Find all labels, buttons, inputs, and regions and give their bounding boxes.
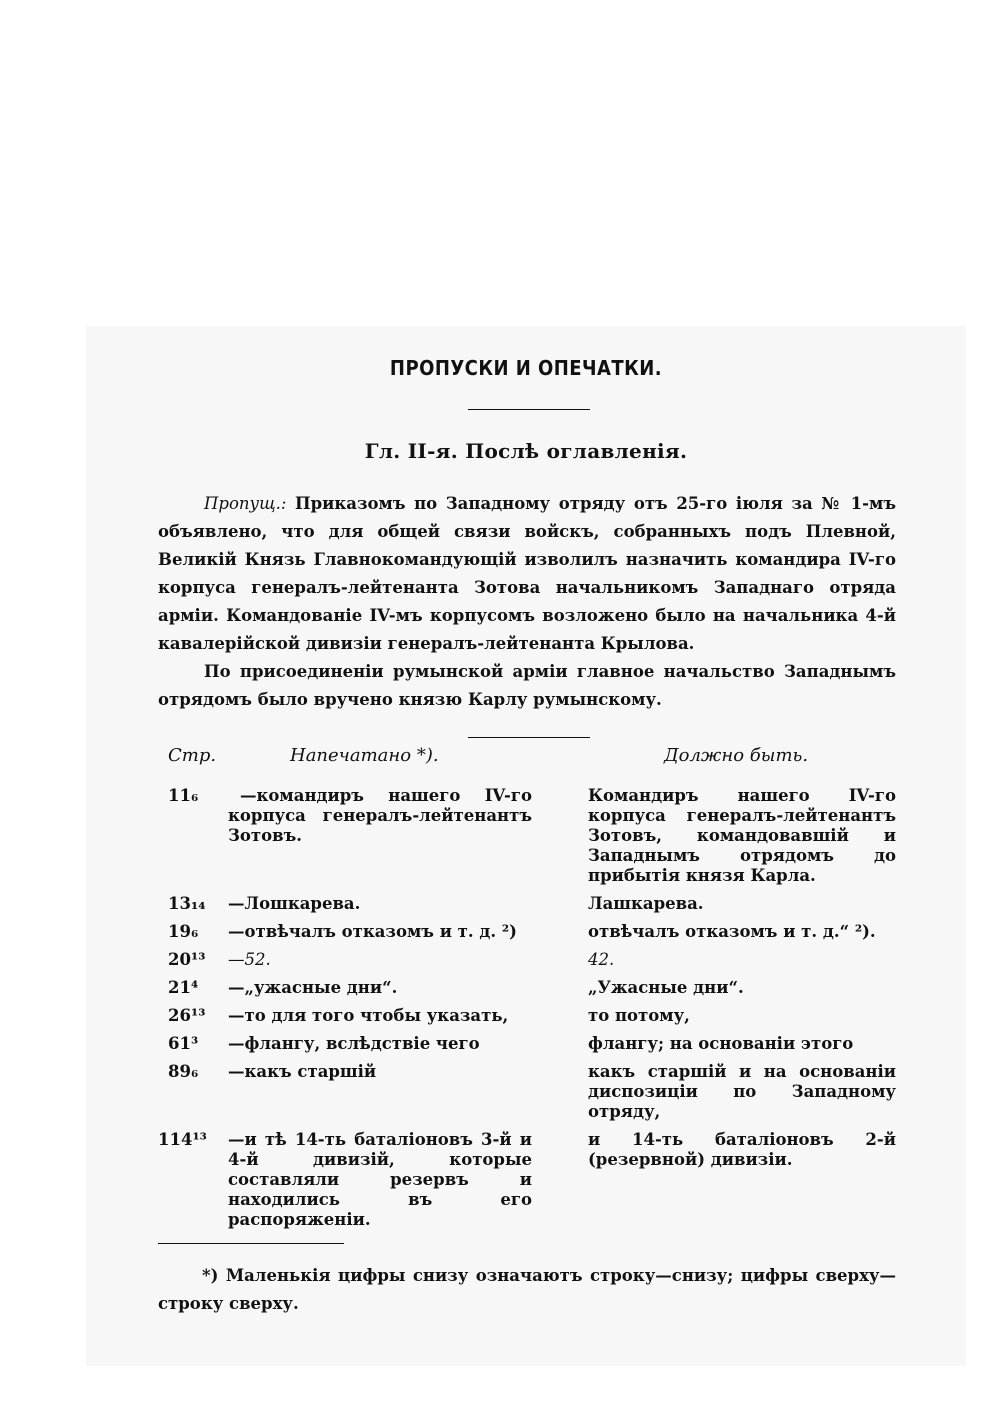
errata-page: 26¹³ [168,1006,206,1025]
errata-correct: отвѣчалъ отказомъ и т. д.“ ²). [588,922,876,941]
errata-printed: —какъ старшій [228,1062,377,1081]
second-paragraph: По присоединеніи румынской арміи главное начальство Западнымъ отрядомъ было вручено князю Карлу румынскому. [158,662,896,709]
footnote-divider [158,1243,344,1244]
header-page: Стр. [168,745,217,766]
errata-page: 13₁₄ [168,894,206,913]
footnote: *) Маленькія цифры снизу означаютъ строку—снизу; цифры сверху—строку сверху. [158,1266,896,1313]
header-printed: Напечатано *). [290,745,439,766]
errata-correct: „Ужасные дни“. [588,978,744,997]
errata-correct: флангу; на основаніи этого [588,1034,854,1053]
errata-correct: и 14-ть баталіоновъ 2-й (резервной) дивизіи. [588,1130,896,1169]
errata-printed: —„ужасные дни“. [228,978,398,997]
header-correct: Должно быть. [664,745,809,766]
omission-label: Пропущ.: [204,494,287,513]
errata-printed: —и тѣ 14-ть баталіоновъ 3-й и 4-й дивизій, которые составляли резервъ и находились въ его распоряженіи. [228,1130,532,1229]
errata-page: 89₆ [168,1062,199,1081]
errata-correct: Командиръ нашего IV-го корпуса генералъ-лейтенантъ Зотовъ, командовавшій и Западнымъ отрядомъ до прибытія князя Карла. [588,786,896,885]
errata-page: 20¹³ [168,950,206,969]
chapter-heading: Гл. II-я. Послѣ оглавленія. [364,439,688,463]
errata-correct: какъ старшій и на основаніи диспозиціи по Западному отряду, [588,1062,896,1121]
errata-page: 114¹³ [158,1130,207,1149]
errata-page: 21⁴ [168,978,199,997]
errata-page: 19₆ [168,922,199,941]
omission-text: Приказомъ по Западному отряду отъ 25-го іюля за № 1-мъ объявлено, что для общей связи войскъ, собранныхъ подъ Плевной, Великій Князь Главнокомандующій изволилъ назначить командира IV-го корпуса генералъ-лейтенанта Зотова начальникомъ Западнаго отряда арміи. Командованіе IV-мъ корпусомъ возложено было на начальника 4-й кавалерійской дивизіи генералъ-лейтенанта Крылова. [158,494,896,653]
errata-correct: то потому, [588,1006,690,1025]
section-divider [468,737,590,738]
errata-correct: Лашкарева. [588,894,704,913]
errata-printed: —то для того чтобы указать, [228,1006,509,1025]
page-title: ПРОПУСКИ И ОПЕЧАТКИ. [389,356,663,380]
errata-page: 11₆ [168,786,199,805]
errata-correct: 42. [588,950,615,969]
omission-paragraph [158,490,896,658]
errata-page: 61³ [168,1034,199,1053]
errata-printed: —флангу, вслѣдствіе чего [228,1034,480,1053]
errata-printed: —отвѣчалъ отказомъ и т. д. ²) [228,922,517,941]
errata-printed: —Лошкарева. [228,894,361,913]
title-divider [468,409,590,410]
errata-printed: —52. [228,950,271,969]
errata-printed: —командиръ нашего IV-го корпуса генералъ-лейтенантъ Зотовъ. [228,786,532,845]
